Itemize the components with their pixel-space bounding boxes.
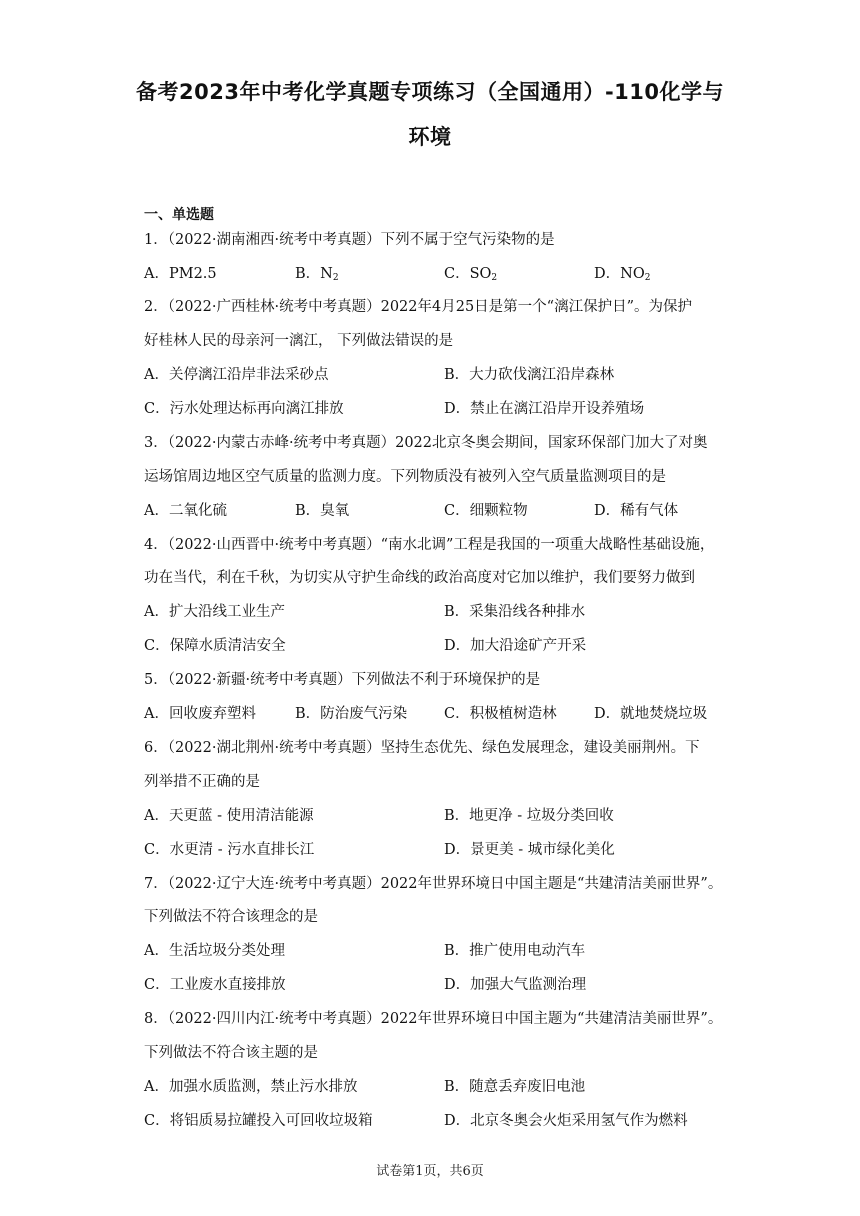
question-8-stem-line-2: 下列做法不符合该主题的是 — [144, 1045, 318, 1061]
question-1-option-b: B．$N_2$ — [295, 266, 339, 283]
question-1-option-a: A．PM2.5 — [144, 266, 217, 282]
question-3-option-a: A．二氧化硫 — [144, 503, 227, 519]
question-8-option-d: D．北京冬奥会火炬采用氢气作为燃料 — [444, 1113, 688, 1129]
question-7-stem-line-1: 7．（2022·辽宁大连·统考中考真题）2022年世界环境日中国主题是“共建清洁美丽世界”。 — [144, 876, 723, 892]
question-6-option-a: A．天更蓝 - 使用清洁能源 — [144, 808, 314, 824]
question-6-stem-line-2: 列举措不正确的是 — [144, 774, 260, 790]
document-title-line-1: 备考2023年中考化学真题专项练习（全国通用）-110化学与 — [136, 80, 724, 104]
question-2-stem-line-1: 2．（2022·广西桂林·统考中考真题）2022年4月25日是第一个“漓江保护日”。为保护 — [144, 299, 692, 315]
question-4-option-d: D．加大沿途矿产开采 — [444, 638, 587, 654]
question-7-option-b: B．推广使用电动汽车 — [444, 943, 586, 959]
question-3-option-b: B．臭氧 — [295, 503, 350, 519]
question-6-stem-line-1: 6．（2022·湖北荆州·统考中考真题）坚持生态优先、绿色发展理念，建设美丽荆州。下 — [144, 740, 700, 756]
question-4-option-b: B．采集沿线各种排水 — [444, 604, 586, 620]
section-heading: 一、单选题 — [144, 207, 214, 223]
question-7-stem-line-2: 下列做法不符合该理念的是 — [144, 909, 318, 925]
document-title-line-2: 环境 — [408, 125, 452, 149]
question-1-option-c: C．$SO_2$ — [444, 266, 498, 283]
question-5-option-d: D．就地焚烧垃圾 — [594, 706, 708, 722]
question-4-stem-line-1: 4．（2022·山西晋中·统考中考真题）“南水北调”工程是我国的一项重大战略性基础设施， — [144, 537, 715, 553]
question-7-option-d: D．加强大气监测治理 — [444, 977, 587, 993]
question-1-option-d: D．$NO_2$ — [594, 266, 651, 283]
question-4-stem-line-2: 功在当代，利在千秋，为切实从守护生命线的政治高度对它加以维护，我们要努力做到 — [144, 570, 695, 586]
question-6-option-b: B．地更净 - 垃圾分类回收 — [444, 808, 614, 824]
question-8-option-b: B．随意丢弃废旧电池 — [444, 1079, 586, 1095]
question-4-option-a: A．扩大沿线工业生产 — [144, 604, 285, 620]
question-2-option-a: A．关停漓江沿岸非法采砂点 — [144, 367, 329, 383]
question-4-option-c: C．保障水质清洁安全 — [144, 638, 286, 654]
question-2-option-b: B．大力砍伐漓江沿岸森林 — [444, 367, 615, 383]
question-2-option-c: C．污水处理达标再向漓江排放 — [144, 401, 344, 417]
question-5-option-a: A．回收废弃塑料 — [144, 706, 256, 722]
question-3-stem-line-1: 3．（2022·内蒙古赤峰·统考中考真题）2022北京冬奥会期间，国家环保部门加大了对奥 — [144, 435, 708, 451]
question-8-stem-line-1: 8．（2022·四川内江·统考中考真题）2022年世界环境日中国主题为“共建清洁美丽世界”。 — [144, 1011, 723, 1027]
question-6-option-c: C．水更清 - 污水直排长江 — [144, 842, 315, 858]
question-3-stem-line-2: 运场馆周边地区空气质量的监测力度。下列物质没有被列入空气质量监测项目的是 — [144, 469, 666, 485]
question-1-stem: 1．（2022·湖南湘西·统考中考真题）下列不属于空气污染物的是 — [144, 232, 555, 248]
question-7-option-a: A．生活垃圾分类处理 — [144, 943, 285, 959]
question-5-option-c: C．积极植树造林 — [444, 706, 557, 722]
question-5-option-b: B．防治废气污染 — [295, 706, 408, 722]
question-6-option-d: D．景更美 - 城市绿化美化 — [444, 842, 615, 858]
question-5-stem: 5．（2022·新疆·统考中考真题）下列做法不利于环境保护的是 — [144, 672, 541, 688]
question-3-option-d: D．稀有气体 — [594, 503, 679, 519]
question-3-option-c: C．细颗粒物 — [444, 503, 528, 519]
question-8-option-c: C．将铝质易拉罐投入可回收垃圾箱 — [144, 1113, 373, 1129]
question-2-option-d: D．禁止在漓江沿岸开设养殖场 — [444, 401, 645, 417]
page-footer: 试卷第1页，共6页 — [376, 1164, 484, 1179]
question-7-option-c: C．工业废水直接排放 — [144, 977, 286, 993]
question-8-option-a: A．加强水质监测，禁止污水排放 — [144, 1079, 358, 1095]
question-2-stem-line-2: 好桂林人民的母亲河一漓江， 下列做法错误的是 — [144, 333, 454, 349]
